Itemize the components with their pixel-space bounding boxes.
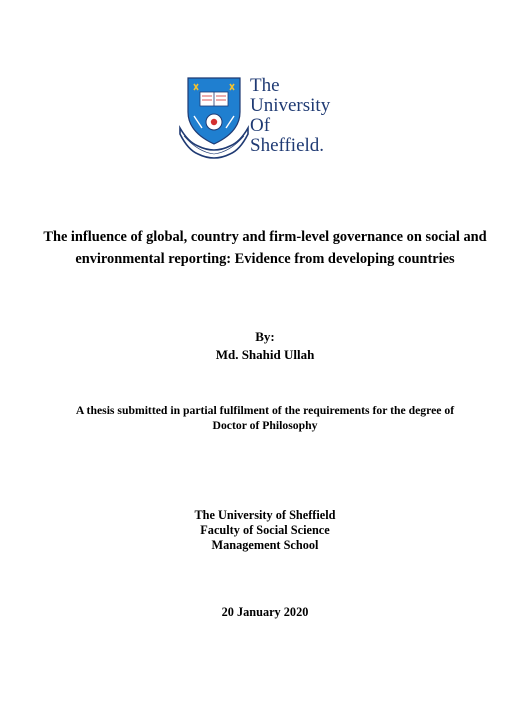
affiliation-school: Management School — [211, 538, 319, 552]
affiliation-university: The University of Sheffield — [194, 508, 336, 522]
submission-date: 20 January 2020 — [221, 605, 309, 619]
affiliation-faculty: Faculty of Social Science — [200, 523, 330, 537]
university-wordmark — [250, 76, 330, 156]
degree-line-1: A thesis submitted in partial fulfilment of the requirements for the degree of — [75, 404, 455, 417]
affiliation-block — [0, 508, 530, 553]
by-label: By: — [255, 329, 275, 344]
wordmark-line-3: Of — [250, 115, 271, 136]
wordmark-line-4: Sheffield. — [250, 135, 325, 156]
thesis-title: The influence of global, country and firm-level governance on social and environmental reporting: Evidence from developing countries — [43, 229, 487, 267]
university-crest-icon — [178, 72, 250, 164]
degree-statement — [40, 403, 490, 433]
wordmark-line-2: University — [250, 95, 331, 116]
author-name: Md. Shahid Ullah — [215, 347, 315, 362]
wordmark-line-1: The — [250, 75, 280, 96]
degree-line-2: Doctor of Philosophy — [212, 419, 318, 432]
university-logo — [178, 72, 338, 164]
